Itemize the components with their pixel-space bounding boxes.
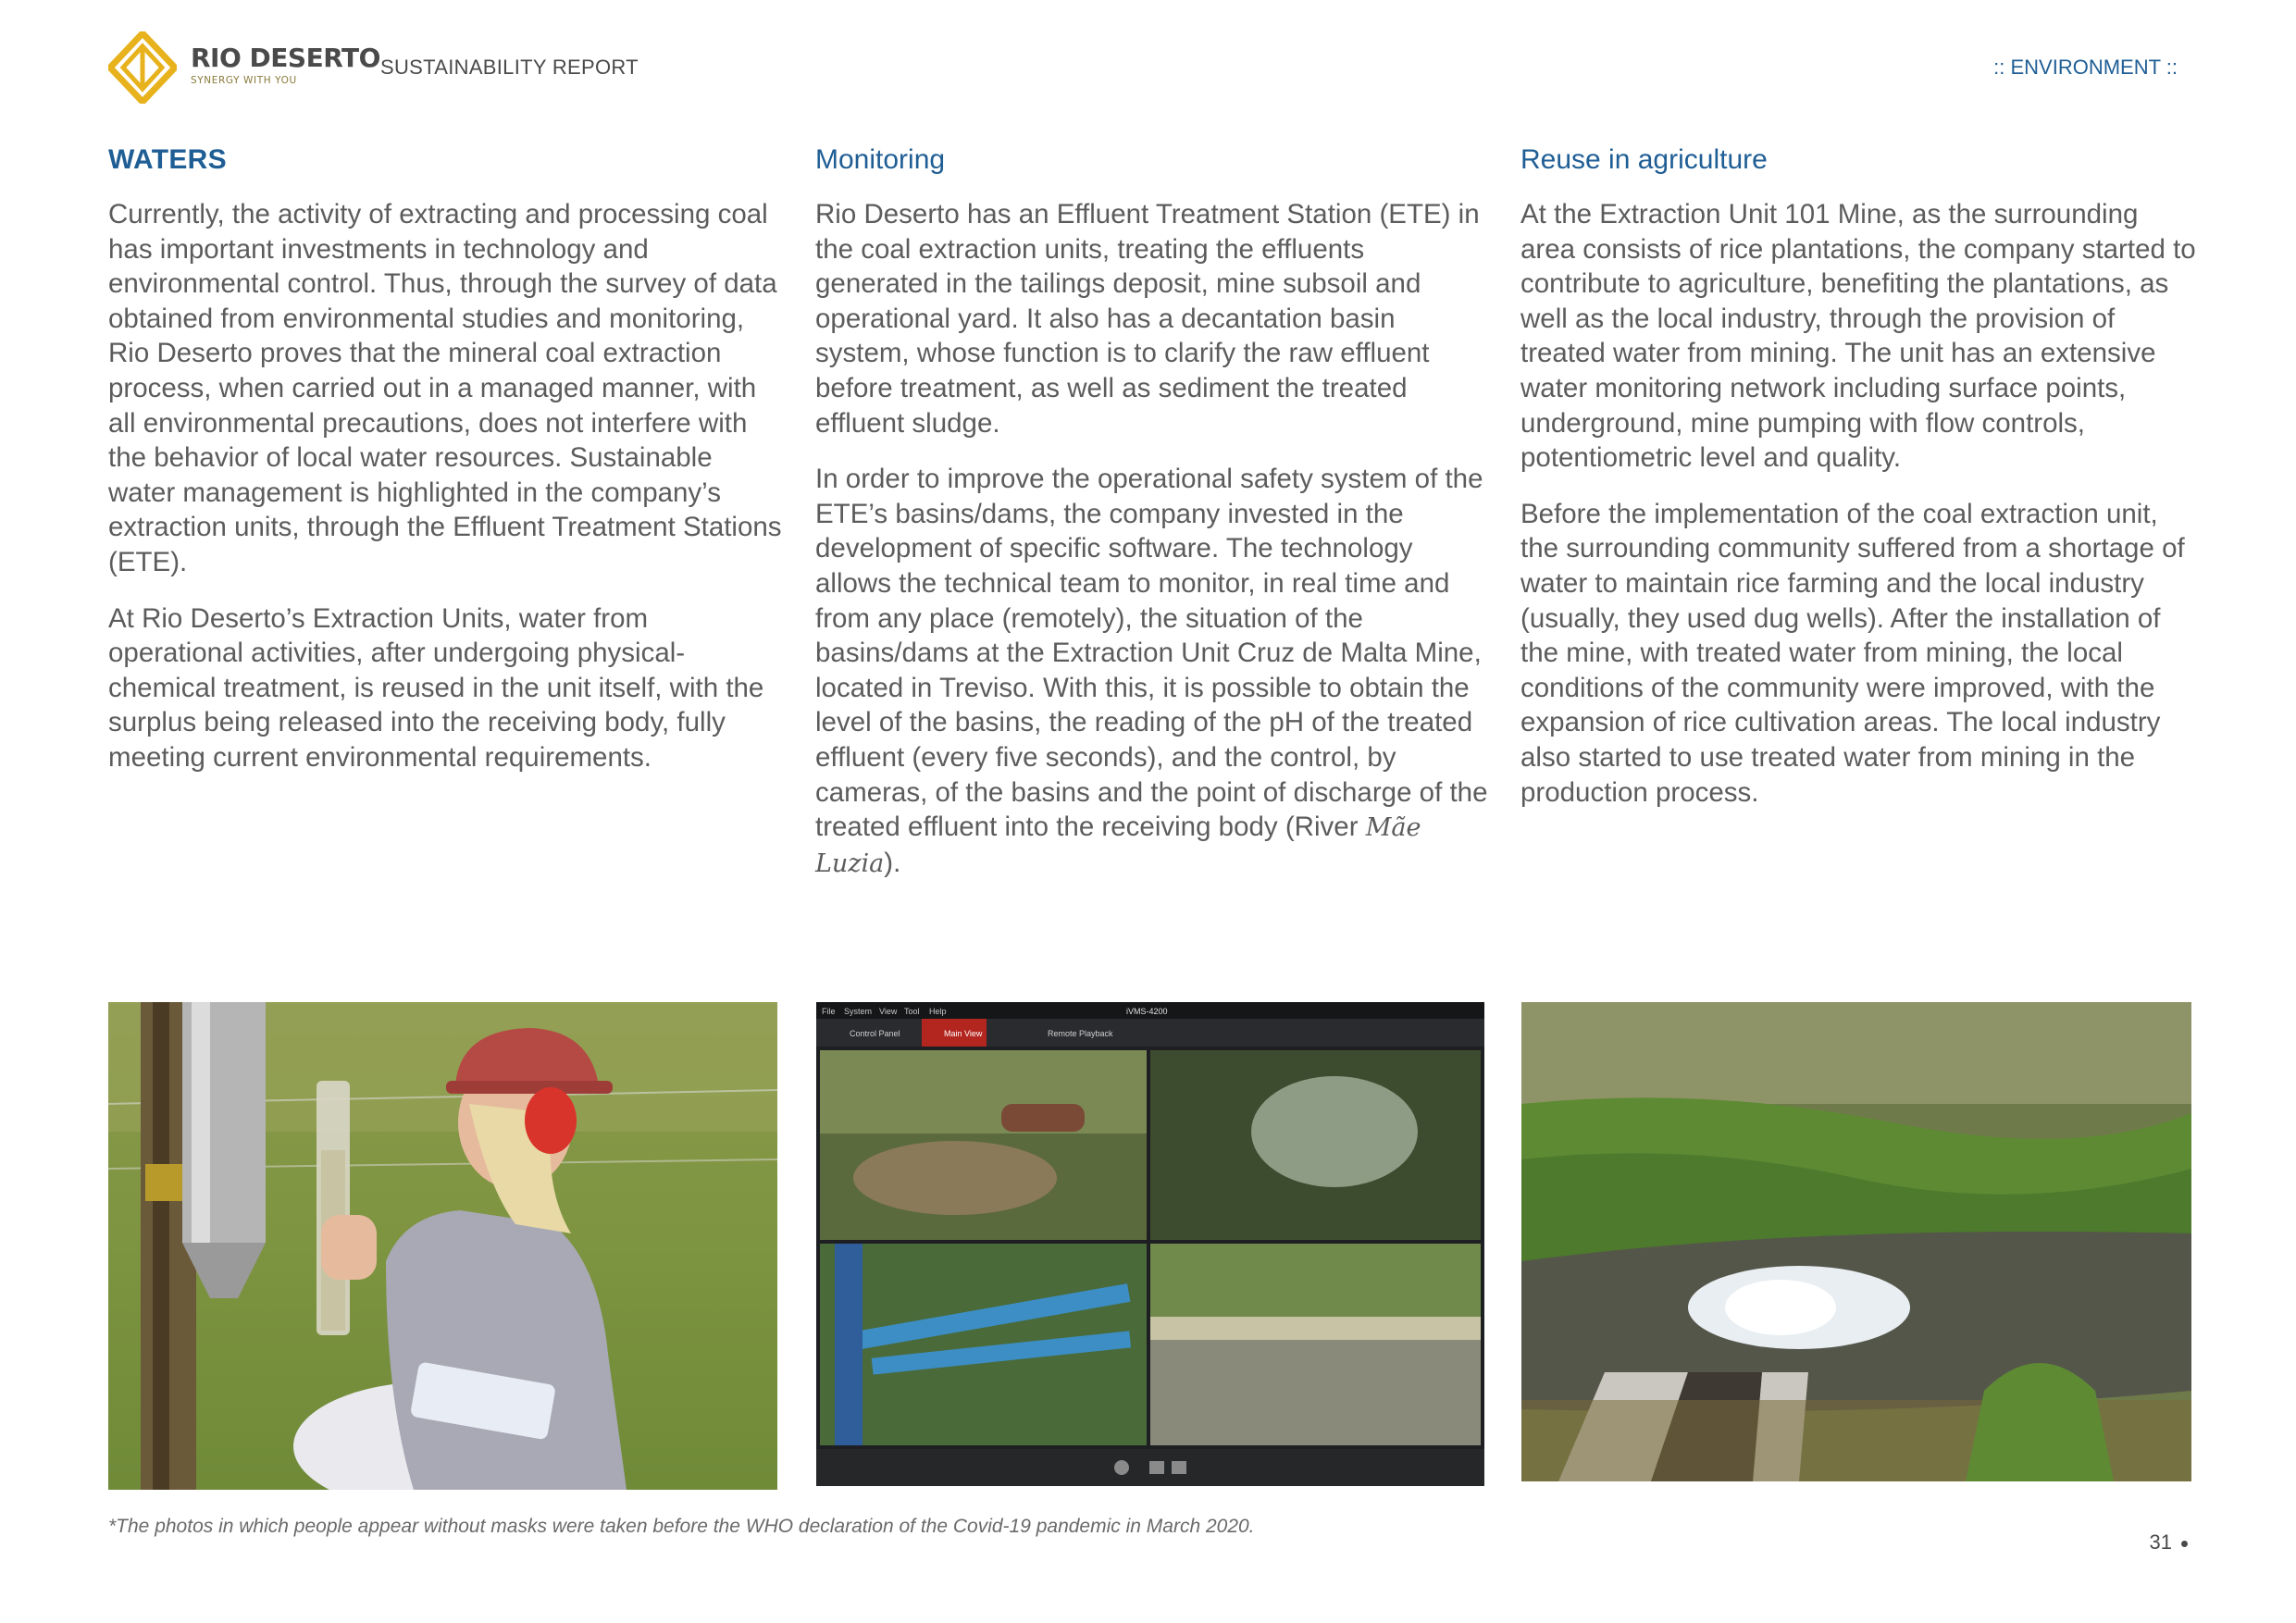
monitor-tab-control-panel: Control Panel bbox=[850, 1029, 900, 1038]
monitoring-software-photo bbox=[816, 1002, 1484, 1486]
monitoring-paragraph-2-text: In order to improve the operational safety system of the ETE’s basins/dams, the company invested in the development of specific software. The technology allows the technical team to monitor, in real time and from any place (remotely), the situation of the basins/dams at the Extraction Unit Cruz de Malta Mine, located in Treviso. With this, it is possible to obtain the level of the basins, the reading of the pH of the treated effluent (every five seconds), and the control, by cameras, of the basins and the point of discharge of the treated effluent into the receiving body (River bbox=[815, 464, 1488, 843]
reuse-paragraph-2: Before the implementation of the coal extraction unit, the surrounding community suffered from a shortage of water to maintain rice farming and the local industry (usually, they used dug wells). After the installation of the mine, with treated water from mining, the local conditions of the community were improved, with the expansion of rice cultivation areas. The local industry also started to use treated water from mining in the production process. bbox=[1520, 498, 2185, 808]
monitor-menu-system: System bbox=[844, 1007, 873, 1016]
monitoring-column bbox=[815, 144, 1491, 902]
monitoring-heading: Monitoring bbox=[815, 144, 946, 175]
brand bbox=[191, 43, 380, 86]
waters-paragraph-2: At Rio Deserto’s Extraction Units, water from operational activities, after undergoing physical-chemical treatment, is reused in the unit itself, with the surplus being released into the receiving body, fully meeting current environmental requirements. bbox=[108, 602, 764, 773]
page-number-text: 31 bbox=[2149, 1530, 2172, 1554]
river-name: Mãe Luzia bbox=[815, 813, 1421, 878]
monitor-menu-view: View bbox=[879, 1007, 898, 1016]
monitor-menu-tool: Tool bbox=[904, 1007, 920, 1016]
section-tag: :: ENVIRONMENT :: bbox=[1993, 56, 2178, 79]
waters-paragraph-1: Currently, the activity of extracting and processing coal has important investments in technology and environmental control. Thus, through the survey of data obtained from environmental studies and monitoring, Rio Deserto proves that the mineral coal extraction process, when carried out in a managed manner, with all environmental precautions, does not interfere with the behavior of local water resources. Sustainable water management is highlighted in the company’s extraction units, through the Effluent Treatment Stations (ETE). bbox=[108, 199, 782, 577]
waters-column bbox=[108, 144, 784, 797]
brand-tagline: SYNERGY WITH YOU bbox=[191, 75, 297, 86]
monitoring-paragraph-2-closing: ). bbox=[884, 847, 901, 878]
monitor-tab-main-view: Main View bbox=[944, 1029, 983, 1038]
water-discharge-photo bbox=[1521, 1002, 2191, 1481]
footnote: *The photos in which people appear without masks were taken before the WHO declaration of the Covid-19 pandemic in March 2020. bbox=[108, 1516, 1255, 1537]
page-number-dot bbox=[2181, 1541, 2188, 1547]
page-number bbox=[2150, 1530, 2188, 1555]
monitoring-paragraph-2 bbox=[815, 462, 1491, 881]
reuse-heading: Reuse in agriculture bbox=[1520, 144, 1768, 175]
waters-heading: WATERS bbox=[108, 144, 227, 175]
reuse-column bbox=[1520, 144, 2196, 831]
reuse-paragraph-1: At the Extraction Unit 101 Mine, as the surrounding area consists of rice plantations, the company started to contribute to agriculture, benefiting the plantations, as well as the local industry, through the provision of treated water from mining. The unit has an extensive water monitoring network including surface points, underground, mine pumping with flow controls, potentiometric level and quality. bbox=[1520, 199, 2196, 474]
monitoring-paragraph-1: Rio Deserto has an Effluent Treatment Station (ETE) in the coal extraction units, treating the effluents generated in the tailings deposit, mine subsoil and operational yard. It also has a decantation basin system, whose function is to clarify the raw effluent before treatment, as well as sediment the treated effluent sludge. bbox=[815, 199, 1480, 439]
brand-name: RIO DESERTO bbox=[191, 43, 380, 73]
rio-deserto-logo-icon bbox=[108, 31, 177, 104]
worker-sampling-photo bbox=[108, 1002, 777, 1490]
monitor-menu-help: Help bbox=[929, 1007, 947, 1016]
report-title: SUSTAINABILITY REPORT bbox=[380, 56, 639, 79]
monitor-tab-remote-playback: Remote Playback bbox=[1048, 1029, 1113, 1038]
monitor-app-name: iVMS-4200 bbox=[1126, 1007, 1168, 1016]
monitor-menu-file: File bbox=[822, 1007, 836, 1016]
